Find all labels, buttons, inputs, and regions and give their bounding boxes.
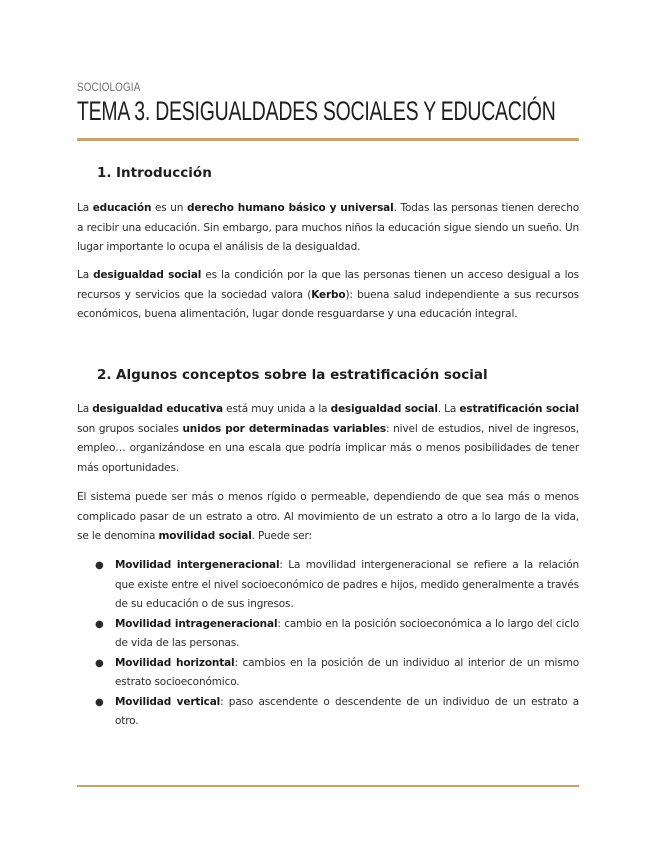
list-item-text: : La movilidad intergeneracional se refiere a la relación que existe entre el nivel socioeconómico de padres e hijos, medido generalmente a través de su educación o de sus ingresos.	[115, 559, 579, 610]
section-1-number: 1.	[97, 165, 112, 181]
list-item-term: Movilidad vertical	[115, 695, 221, 708]
list-item-text: : paso ascendente o descendente de un individuo de un estrato a otro.	[115, 695, 579, 727]
text-run: . Puede ser:	[251, 530, 312, 542]
bold-run: educación	[92, 202, 152, 214]
list-item	[77, 654, 579, 693]
list-item	[77, 693, 579, 732]
bold-run: Kerbo	[311, 288, 346, 301]
text-run: . La	[437, 403, 460, 415]
text-run: La	[77, 403, 93, 415]
list-item-term: Movilidad horizontal	[115, 656, 235, 669]
page-title: TEMA 3. DESIGUALDADES SOCIALES Y EDUCACIÓN	[77, 96, 556, 126]
list-item-text: : cambios en la posición de un individuo al interior de un mismo estrato socioeconómico.	[115, 656, 579, 688]
title-divider	[77, 138, 579, 141]
bold-run: unidos por determinadas variables	[182, 422, 386, 435]
bold-run: desigualdad social	[330, 403, 438, 415]
section-1-paragraph-1	[77, 199, 579, 258]
text-run: son grupos sociales	[77, 422, 183, 435]
text-run: El sistema puede ser más o menos rígido o permeable, dependiendo de que sea más o menos complicado pasar de un estrato a otro. Al movimiento de un estrato a otro a lo largo de la vida, se le denomina	[77, 491, 579, 542]
section-1-heading	[97, 165, 212, 181]
mobility-list	[77, 556, 579, 732]
text-run: La	[77, 269, 94, 281]
text-run: ): buena salud independiente a sus recursos económicos, buena alimentación, lugar donde resguardarse y una educación integral.	[77, 288, 579, 320]
text-run: . Todas las personas tienen derecho a recibir una educación. Sin embargo, para muchos niños la educación sigue siendo un sueño. Un lugar importante lo ocupa el análisis de la desigualdad.	[77, 202, 580, 253]
bold-run: desigualdad social	[93, 269, 202, 281]
list-item	[77, 615, 579, 654]
list-item-term: Movilidad intergeneracional	[115, 559, 280, 571]
footer-divider	[77, 785, 579, 787]
list-item	[77, 556, 579, 615]
text-run: La	[77, 202, 93, 214]
bullet-icon: ●	[95, 657, 104, 669]
bullet-icon: ●	[95, 618, 104, 630]
section-2-title: Algunos conceptos sobre la estratificación social	[116, 367, 488, 383]
bold-run: derecho humano básico y universal	[187, 202, 394, 214]
subject-kicker: SOCIOLOGIA	[77, 80, 141, 94]
section-1-paragraph-2	[77, 266, 579, 325]
bullet-icon: ●	[95, 560, 104, 571]
bullet-icon: ●	[95, 696, 104, 708]
list-item-text: : cambio en la posición socioeconómica a lo largo del ciclo de vida de las personas.	[115, 617, 579, 649]
text-run: es un	[151, 202, 187, 214]
section-1-title: Introducción	[116, 165, 212, 181]
text-run: es la condición por la que las personas tienen un acceso desigual a los recursos y servicios que la sociedad valora (	[77, 269, 579, 301]
text-run: : nivel de estudios, nivel de ingresos, empleo… organizándose en una escala que podría implicar más o menos posibilidades de tener más oportunidades.	[77, 422, 579, 474]
bold-run: movilidad social	[158, 530, 252, 542]
section-2-paragraph-1	[77, 400, 579, 478]
section-2-paragraph-2	[77, 488, 579, 547]
bold-run: estratificación social	[459, 403, 579, 415]
section-2-number: 2.	[97, 367, 112, 383]
text-run: está muy unida a la	[222, 403, 331, 415]
list-item-term: Movilidad intrageneracional	[115, 617, 278, 630]
section-2-heading	[97, 367, 488, 383]
bold-run: desigualdad educativa	[92, 403, 223, 415]
